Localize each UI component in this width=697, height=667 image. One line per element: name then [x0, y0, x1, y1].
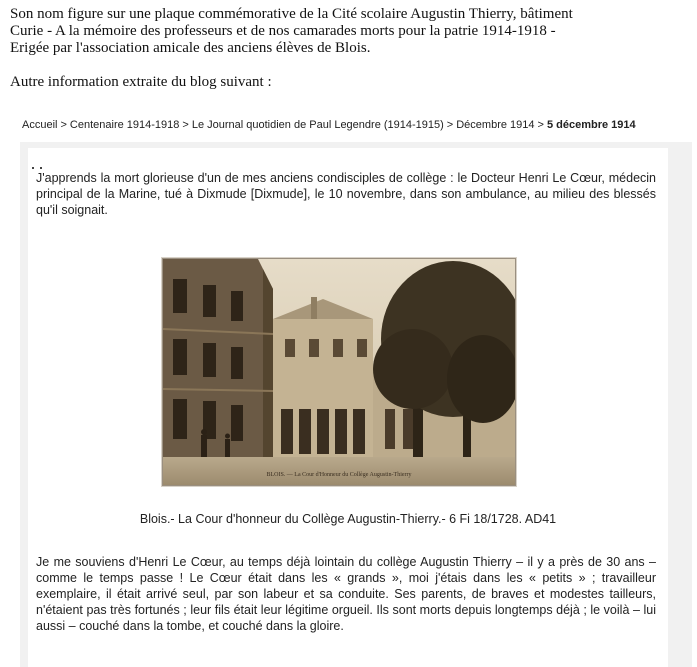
intro-text [10, 6, 690, 91]
breadcrumb-separator: > [446, 119, 454, 131]
breadcrumb [22, 119, 697, 131]
photo-caption: Blois.- La Cour d'honneur du Collège Augustin-Thierry.- 6 Fi 18/1728. AD41 [139, 512, 557, 526]
article-panel [20, 142, 692, 667]
intro-line-4: Autre information extraite du blog suivant : [10, 74, 272, 90]
breadcrumb-separator: > [182, 119, 189, 131]
breadcrumb-home[interactable]: Accueil [22, 119, 58, 131]
breadcrumb-separator: > [60, 119, 67, 131]
breadcrumb-centenaire[interactable]: Centenaire 1914-1918 [69, 119, 180, 131]
breadcrumb-journal[interactable]: Le Journal quotidien de Paul Legendre (1914-1915) [191, 119, 444, 131]
postcard-photo [162, 258, 516, 486]
intro-line-1: Son nom figure sur une plaque commémorative de la Cité scolaire Augustin Thierry, bâtiment [10, 6, 573, 22]
article-paragraph-2: Je me souviens d'Henri Le Cœur, au temps déjà lointain du collège Augustin Thierry – il y a près de 30 ans – comme le temps passe ! Le Cœur était dans les « grands », moi j'étais dans les « petits » ; travailleur exemplaire, il était arrivé seul, par son labeur et sa conduite. Ses parents, de braves et modestes tailleurs, n'étaient pas très fortunés ; leur fils était leur légitime orgueil. Ils sont morts depuis longtemps déjà ; le voilà – lui aussi – couché dans la tombe, et couché dans la gloire. [36, 555, 656, 633]
breadcrumb-separator: > [537, 119, 544, 131]
article-paragraph-1: J'apprends la mort glorieuse d'un de mes anciens condisciples de collège : le Docteur Henri Le Cœur, médecin principal de la Marine, tué à Dixmude [Dixmude], le 10 novembre, dans son ambulance, au milieu des blessés qu'il soignait. [36, 171, 656, 217]
article-content [28, 148, 668, 667]
cropped-text-fragment [32, 156, 52, 158]
intro-line-3: Erigée par l'association amicale des anciens élèves de Blois. [10, 40, 371, 56]
intro-line-2: Curie - A la mémoire des professeurs et de nos camarades morts pour la patrie 1914-1918 - [10, 23, 556, 39]
breadcrumb-current: 5 décembre 1914 [546, 119, 636, 131]
postcard-inscription: BLOIS. — La Cour d'Honneur du Collège Augustin-Thierry [266, 472, 412, 478]
breadcrumb-month[interactable]: Décembre 1914 [456, 119, 535, 131]
